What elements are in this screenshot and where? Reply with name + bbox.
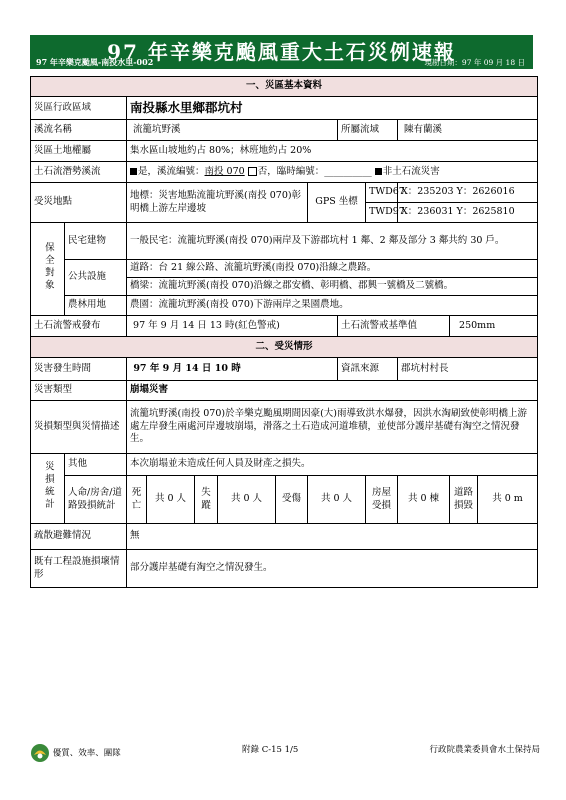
basin-value: 陳有蘭溪: [398, 120, 538, 141]
warning-std-label: 土石流警戒基準值: [338, 316, 450, 337]
bridge-value: 橋梁：流籠坑野溪(南投 070)沿線之郡安橋、彰明橋、郡興一號橋及二號橋。: [127, 278, 538, 296]
desc-label: 災損類型與災情描述: [31, 401, 127, 454]
injured-value: 共 0 人: [308, 476, 366, 524]
unchecked-box-icon: [248, 167, 257, 176]
warning-value: 97 年 9 月 14 日 13 時(紅色警戒): [127, 316, 338, 337]
section-basic-info: 一、災區基本資料: [31, 77, 538, 97]
checked-box-icon: [375, 168, 382, 175]
desc-value: 流籠坑野溪(南投 070)於辛樂克颱風期間因豪(大)雨導致洪水爆發，因洪水淘刷致使彰明橋上游處左岸發生兩處河岸邊坡崩塌，滑落之土石造成河道堆積，並使部分護岸基礎有淘空之情況發生。: [127, 401, 538, 454]
house-damage-value: 共 0 棟: [398, 476, 450, 524]
warning-label: 土石流警戒發布: [31, 316, 127, 337]
house-value: 一般民宅：流籠坑野溪(南投 070)兩岸及下游郡坑村 1 鄰、2 鄰及部分 3 鄰共約 30 戶。: [127, 223, 538, 260]
stream-label: 溪流名稱: [31, 120, 127, 141]
debris-stream-options: 是，溪流編號：南投 070 否，臨時編號：__________ 非土石流災害: [127, 162, 538, 183]
footer-slogan: 優質、效率、團隊: [30, 743, 121, 763]
dead-value: 共 0 人: [147, 476, 195, 524]
road-damage-label: 道路損毀: [450, 476, 478, 524]
twd97-label: TWD97: [366, 203, 398, 223]
basin-label: 所屬流域: [338, 120, 398, 141]
warning-std-value: 250mm: [450, 316, 538, 337]
farm-label: 農林用地: [65, 296, 127, 316]
footer-page: 附錄 C-15 1/5: [242, 745, 299, 755]
agency-logo-icon: [30, 743, 50, 763]
road-value: 道路：台 21 線公路、流籠坑野溪(南投 070)沿線之農路。: [127, 260, 538, 278]
farm-value: 農園：流籠坑野溪(南投 070)下游兩岸之果園農地。: [127, 296, 538, 316]
report-banner: [30, 35, 533, 69]
time-value: 97 年 9 月 14 日 10 時: [127, 358, 338, 381]
land-value: 集水區山坡地約占 80%；林班地約占 20%: [127, 141, 538, 162]
report-title: 97 年辛樂克颱風重大土石災例速報: [107, 40, 456, 64]
twd67-label: TWD67: [366, 183, 398, 203]
type-label: 災害類型: [31, 381, 127, 401]
other-label: 其他: [65, 454, 127, 476]
time-label: 災害發生時間: [31, 358, 127, 381]
other-value: 本次崩塌並未造成任何人員及財產之損失。: [127, 454, 538, 476]
facility-value: 部分護岸基礎有淘空之情況發生。: [127, 550, 538, 588]
location-label: 受災地點: [31, 183, 127, 223]
house-label: 民宅建物: [65, 223, 127, 260]
twd97-value: X：236031 Y：2625810: [398, 203, 538, 223]
location-desc: 地標：災害地點流籠坑野溪(南投 070)彰明橋上游左岸邊坡: [127, 183, 308, 223]
dead-label: 死亡: [127, 476, 147, 524]
type-value: 崩塌災害: [127, 381, 538, 401]
twd67-value: X：235203 Y：2626016: [398, 183, 538, 203]
injured-label: 受傷: [276, 476, 308, 524]
stream-value: 流籠坑野溪: [127, 120, 338, 141]
missing-value: 共 0 人: [218, 476, 276, 524]
stats-label: 災損統計: [31, 454, 65, 524]
report-form: [30, 76, 538, 588]
public-facility-label: 公共設施: [65, 260, 127, 296]
stream-number: 南投 070: [204, 165, 245, 177]
land-label: 災區土地權屬: [31, 141, 127, 162]
debris-stream-label: 土石流潛勢溪流: [31, 162, 127, 183]
section-damage: 二、受災情形: [31, 337, 538, 358]
road-damage-value: 共 0 m: [478, 476, 538, 524]
admin-area-label: 災區行政區域: [31, 97, 127, 120]
checked-box-icon: [130, 168, 137, 175]
survey-date: 現勘日期：97 年 09 月 18 日: [424, 58, 525, 67]
footer-org: 行政院農業委員會水土保持局: [429, 745, 540, 755]
missing-label: 失蹤: [195, 476, 218, 524]
source-value: 郡坑村村長: [398, 358, 538, 381]
protected-label: 保全對象: [31, 223, 65, 316]
source-label: 資訊來源: [338, 358, 398, 381]
casualty-label: 人命/房舍/道路毀損統計: [65, 476, 127, 524]
admin-area-value: 南投縣水里鄉郡坑村: [127, 97, 538, 120]
gps-label: GPS 坐標: [308, 183, 366, 223]
house-damage-label: 房屋受損: [366, 476, 398, 524]
evac-value: 無: [127, 524, 538, 550]
evac-label: 疏散避難情況: [31, 524, 127, 550]
facility-label: 既有工程設施損壞情形: [31, 550, 127, 588]
report-code: 97 年辛樂克颱風-南投水里-002: [36, 57, 154, 67]
